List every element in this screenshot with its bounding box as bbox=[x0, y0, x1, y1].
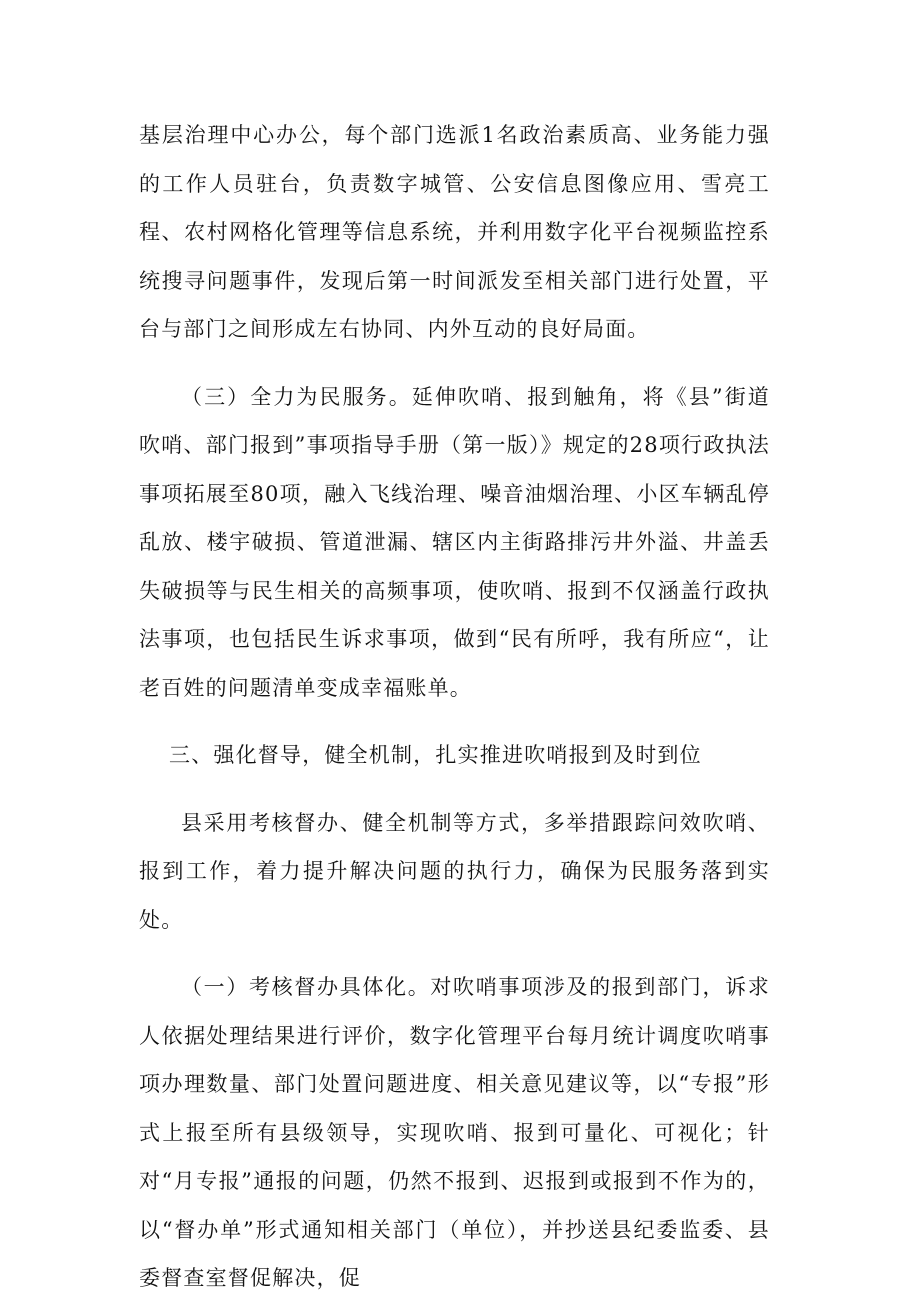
paragraph-continuation: 基层治理中心办公，每个部门选派1名政治素质高、业务能力强的工作人员驻台，负责数字城管、公安信息图像应用、雪亮工程、农村网格化管理等信息系统，并利用数字化平台视频监控系统搜寻问题事件，发现后第一时间派发至相关部门进行处置，平台与部门之间形成左右协同、内外互动的良好局面。 bbox=[139, 123, 770, 341]
paragraph-subsection-one: （一）考核督办具体化。对吹哨事项涉及的报到部门，诉求人依据处理结果进行评价，数字化管理平台每月统计调度吹哨事项办理数量、部门处置问题进度、相关意见建议等，以“专报”形式上报至所有县级领导，实现吹哨、报到可量化、可视化；针对“月专报”通报的问题，仍然不报到、迟报到或报到不作为的，以“督办单”形式通知相关部门（单位），并抄送县纪委监委、县委督查室督促解决，促 bbox=[139, 975, 770, 1290]
paragraph-section-three-service: （三）全力为民服务。延伸吹哨、报到触角，将《县”街道吹哨、部门报到”事项指导手册（第一版）》规定的28项行政执法事项拓展至80项，融入飞线治理、噪音油烟治理、小区车辆乱停乱放、楼宇破损、管道泄漏、辖区内主街路排污井外溢、井盖丢失破损等与民生相关的高频事项，使吹哨、报到不仅涵盖行政执法事项，也包括民生诉求事项，做到“民有所呼，我有所应“，让老百姓的问题清单变成幸福账单。 bbox=[139, 384, 770, 700]
section-heading-three: 三、强化督导，健全机制，扎实推进吹哨报到及时到位 bbox=[169, 743, 702, 767]
paragraph-section-intro: 县采用考核督办、健全机制等方式，多举措跟踪问效吹哨、报到工作，着力提升解决问题的执行力，确保为民服务落到实处。 bbox=[139, 810, 770, 932]
